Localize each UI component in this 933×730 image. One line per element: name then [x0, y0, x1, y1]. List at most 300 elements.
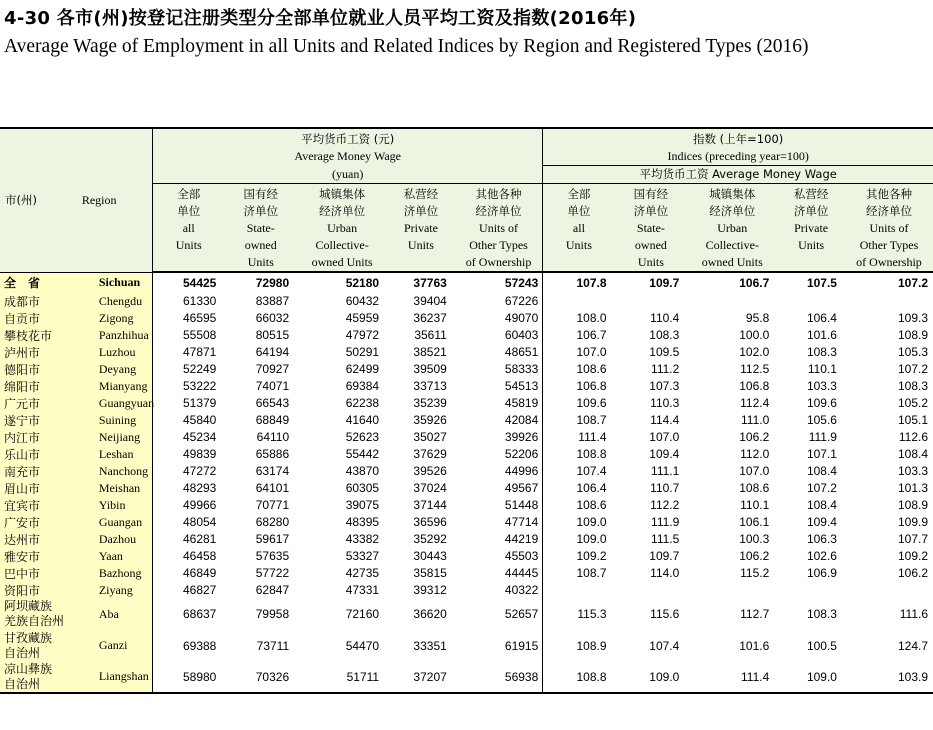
- table-row: [0, 361, 933, 378]
- index-cell: 109.4: [649, 447, 680, 461]
- wage-cell: 43382: [345, 532, 380, 546]
- index-cell: [845, 582, 933, 599]
- wage-cell: 60403: [504, 328, 539, 342]
- region-en-cell: Yibin: [77, 497, 153, 514]
- wage-cell: 37763: [387, 273, 455, 293]
- index-cell: 107.3: [649, 379, 680, 393]
- index-cell: 106.2: [739, 549, 770, 563]
- wage-cell: 35239: [413, 396, 447, 410]
- index-cell: [543, 582, 615, 599]
- index-cell: 106.7: [543, 327, 615, 344]
- index-cell: 111.5: [651, 532, 680, 546]
- wage-cell: 62238: [345, 396, 380, 410]
- col-header-en-line: Units: [247, 255, 274, 269]
- col-header-en-line: Other Types: [859, 238, 919, 252]
- col-header-cn-line: 城镇集体: [319, 187, 366, 201]
- table-title-chinese: 4-30 各市(州)按登记注册类型分全部单位就业人员平均工资及指数(2016年): [4, 8, 637, 29]
- wage-cell: 63174: [255, 464, 290, 478]
- region-cn-line: 自治州: [4, 676, 41, 691]
- index-cell: 112.6: [898, 430, 928, 444]
- index-cell: 110.1: [740, 498, 770, 512]
- index-cell: 115.6: [650, 607, 680, 622]
- index-cell: 107.1: [806, 447, 837, 461]
- wage-col-header-4: [455, 184, 543, 272]
- index-cell: 112.0: [740, 447, 770, 461]
- wage-cell: 39509: [413, 362, 447, 376]
- wage-cell: 44996: [504, 464, 539, 478]
- index-cell: 107.4: [543, 463, 615, 480]
- index-cell: 107.2: [845, 273, 933, 293]
- wage-cell: 51711: [297, 662, 387, 694]
- wage-cell: 49070: [504, 311, 539, 325]
- index-col-header-3: [777, 184, 845, 272]
- index-sub-header-text: 平均货币工资 Average Money Wage: [639, 167, 837, 181]
- index-cell: 112.2: [650, 498, 680, 512]
- index-cell: 102.6: [806, 549, 837, 563]
- index-cell: 106.4: [543, 480, 615, 497]
- index-cell: 111.1: [651, 464, 680, 478]
- region-cn-cell: [0, 599, 77, 631]
- col-header-en-line: all: [182, 221, 195, 235]
- col-header-en-line: owned Units: [701, 255, 763, 269]
- wage-cell: 45819: [504, 396, 539, 410]
- index-cell: 109.4: [806, 515, 837, 529]
- region-en-cell: Bazhong: [77, 565, 153, 582]
- wage-cell: 47714: [504, 515, 539, 529]
- wage-cell: 74071: [255, 379, 290, 393]
- index-cell: 106.2: [897, 566, 928, 580]
- index-cell: 108.7: [543, 412, 615, 429]
- region-cn-cell: 广元市: [0, 395, 77, 412]
- wage-cell: 51379: [153, 395, 225, 412]
- wage-cell: 72160: [345, 607, 380, 622]
- index-group-cn: 指数 (上年=100): [693, 132, 784, 146]
- col-header-en-line: Units of: [479, 221, 519, 235]
- col-header-cn-line: 济单位: [633, 204, 669, 218]
- index-cell: 112.4: [740, 396, 770, 410]
- index-col-header-0: [543, 184, 615, 272]
- index-cell: 111.6: [899, 607, 928, 622]
- wage-cell: 60305: [345, 481, 380, 495]
- index-cell: 100.3: [739, 532, 770, 546]
- region-cn-cell: 自贡市: [0, 310, 77, 327]
- wage-cell: 49966: [153, 497, 225, 514]
- table-row: [0, 630, 933, 662]
- index-cell: 100.5: [806, 638, 837, 653]
- index-cell: 109.6: [543, 395, 615, 412]
- col-header-cn-line: 国有经: [633, 187, 669, 201]
- wage-cell: 67226: [504, 294, 539, 308]
- region-en-cell: Mianyang: [77, 378, 153, 395]
- index-cell: 107.2: [897, 362, 928, 376]
- region-en-cell: Guangyuan: [77, 395, 153, 412]
- index-cell: 108.3: [649, 328, 680, 342]
- col-header-en-line: State-: [246, 221, 275, 235]
- table-row: [0, 412, 933, 429]
- table-row: [0, 378, 933, 395]
- region-en-cell: Liangshan: [77, 662, 153, 694]
- index-cell: 109.5: [649, 345, 680, 359]
- index-cell: 109.7: [615, 273, 688, 293]
- col-header-cn-line: 城镇集体: [709, 187, 756, 201]
- wage-cell: 47272: [153, 463, 225, 480]
- wage-cell: 79958: [255, 607, 290, 622]
- index-cell: 108.8: [543, 662, 615, 694]
- col-header-en-line: State-: [636, 221, 665, 235]
- col-header-en-line: Units of: [869, 221, 909, 235]
- wage-cell: 36237: [413, 311, 447, 325]
- wage-cell: 33713: [413, 379, 447, 393]
- wage-unit-header: (yuan): [153, 166, 543, 184]
- wage-cell: 52249: [153, 361, 225, 378]
- wage-cell: 45959: [345, 311, 380, 325]
- wage-cell: 66032: [255, 311, 290, 325]
- wage-cell: 83887: [255, 294, 290, 308]
- index-cell: 101.6: [739, 638, 770, 653]
- index-cell: 108.9: [897, 498, 928, 512]
- table-row: [0, 599, 933, 631]
- col-header-cn-line: 经济单位: [865, 204, 912, 218]
- wage-cell: 73711: [256, 638, 290, 653]
- wage-cell: 53222: [153, 378, 225, 395]
- region-cn-cell: 眉山市: [0, 480, 77, 497]
- wage-cell: 46595: [153, 310, 225, 327]
- wage-group-en: Average Money Wage: [294, 149, 401, 163]
- index-cell: 111.4: [543, 429, 615, 446]
- region-en-cell: Yaan: [77, 548, 153, 565]
- wage-cell: 69384: [345, 379, 380, 393]
- region-en-cell: Sichuan: [77, 273, 153, 293]
- wage-cell: 46458: [153, 548, 225, 565]
- region-cn-cell: 全 省: [0, 273, 77, 293]
- wage-cell: 57243: [455, 273, 543, 293]
- wage-cell: 36596: [413, 515, 447, 529]
- wage-cell: 80515: [255, 328, 290, 342]
- index-cell: 107.4: [649, 638, 680, 653]
- col-header-cn-line: 其他各种: [865, 187, 912, 201]
- wage-cell: 68849: [255, 413, 290, 427]
- index-cell: 107.0: [739, 464, 770, 478]
- index-cell: 106.1: [739, 515, 770, 529]
- col-header-en-line: Urban: [327, 221, 358, 235]
- wage-cell: 64194: [255, 345, 290, 359]
- col-header-cn-line: 全部: [177, 187, 201, 201]
- wage-cell: 43870: [345, 464, 380, 478]
- wage-cell: 54425: [153, 273, 225, 293]
- wage-cell: 45840: [153, 412, 225, 429]
- wage-cell: 39404: [413, 294, 447, 308]
- wage-cell: 61915: [504, 638, 539, 653]
- wage-cell: 55442: [345, 447, 380, 461]
- region-en-header: Region: [77, 128, 153, 273]
- region-cn-cell: 遂宁市: [0, 412, 77, 429]
- wage-table: [0, 127, 933, 694]
- region-cn-cell: 绵阳市: [0, 378, 77, 395]
- table-row: [0, 548, 933, 565]
- wage-cell: 46827: [153, 582, 225, 599]
- table-row: [0, 273, 933, 293]
- index-cell: 101.3: [897, 481, 928, 495]
- index-cell: 100.0: [739, 328, 770, 342]
- index-cell: [687, 293, 777, 310]
- index-cell: 103.9: [845, 662, 933, 694]
- wage-col-header-3: [387, 184, 455, 272]
- region-en-cell: Nanchong: [77, 463, 153, 480]
- index-cell: 110.1: [807, 362, 837, 376]
- wage-cell: 52657: [504, 607, 539, 622]
- table-row: [0, 429, 933, 446]
- index-cell: 108.8: [543, 446, 615, 463]
- index-cell: 115.3: [543, 599, 615, 631]
- col-header-en-line: owned: [634, 238, 667, 252]
- col-header-en-line: Units: [175, 238, 202, 252]
- region-en-cell: Luzhou: [77, 344, 153, 361]
- wage-cell: 39312: [413, 583, 447, 597]
- table-row: [0, 582, 933, 599]
- index-cell: 109.3: [897, 311, 928, 325]
- index-cell: 112.7: [740, 607, 770, 622]
- wage-cell: 57635: [255, 549, 290, 563]
- col-header-en-line: of Ownership: [856, 255, 922, 269]
- index-cell: 109.6: [806, 396, 837, 410]
- wage-cell: 54470: [345, 638, 380, 653]
- index-cell: [777, 293, 845, 310]
- col-header-en-line: all: [572, 221, 585, 235]
- wage-cell: 70927: [255, 362, 290, 376]
- col-header-en-line: Collective-: [705, 238, 759, 252]
- region-cn-cell: 巴中市: [0, 565, 77, 582]
- index-cell: 108.4: [897, 447, 928, 461]
- wage-cell: 56938: [455, 662, 543, 694]
- index-cell: [615, 293, 688, 310]
- wage-cell: 53327: [345, 549, 380, 563]
- wage-cell: 65886: [255, 447, 290, 461]
- index-cell: 108.9: [897, 328, 928, 342]
- wage-cell: 35027: [413, 430, 447, 444]
- region-en-cell: Suining: [77, 412, 153, 429]
- wage-cell: 39926: [504, 430, 539, 444]
- index-cell: 107.7: [897, 532, 928, 546]
- index-cell: 106.3: [806, 532, 837, 546]
- wage-cell: 59617: [255, 532, 290, 546]
- index-cell: 110.4: [650, 311, 680, 325]
- index-cell: 106.8: [543, 378, 615, 395]
- index-cell: 109.0: [543, 514, 615, 531]
- table-row: [0, 480, 933, 497]
- region-cn-line: 阿坝藏族: [4, 599, 53, 614]
- region-cn-cell: [0, 662, 77, 694]
- index-cell: 107.0: [543, 344, 615, 361]
- wage-cell: 46849: [153, 565, 225, 582]
- index-cell: 114.0: [650, 566, 680, 580]
- index-cell: 109.7: [649, 549, 680, 563]
- index-col-header-1: [615, 184, 688, 272]
- wage-cell: 58333: [504, 362, 539, 376]
- col-header-cn-line: 单位: [177, 204, 201, 218]
- region-cn-cell: 宜宾市: [0, 497, 77, 514]
- index-cell: 108.4: [806, 498, 837, 512]
- wage-cell: 52206: [504, 447, 539, 461]
- index-cell: 109.0: [543, 531, 615, 548]
- index-cell: 108.0: [543, 310, 615, 327]
- index-cell: 107.5: [777, 273, 845, 293]
- wage-cell: 55508: [153, 327, 225, 344]
- wage-cell: 36620: [413, 607, 447, 622]
- region-cn-cell: 内江市: [0, 429, 77, 446]
- region-cn-cell: 攀枝花市: [0, 327, 77, 344]
- region-cn-cell: 泸州市: [0, 344, 77, 361]
- wage-cell: 60432: [345, 294, 380, 308]
- table-row: [0, 327, 933, 344]
- col-header-cn-line: 单位: [567, 204, 591, 218]
- index-cell: 114.4: [650, 413, 680, 427]
- index-cell: [543, 293, 615, 310]
- table-row: [0, 662, 933, 694]
- wage-col-header-0: [153, 184, 225, 272]
- col-header-cn-line: 私营经: [403, 187, 439, 201]
- region-cn-line: 自治州: [4, 645, 41, 660]
- index-cell: 110.7: [650, 481, 680, 495]
- wage-cell: 37024: [413, 481, 447, 495]
- index-cell: 108.6: [739, 481, 770, 495]
- col-header-cn-line: 国有经: [243, 187, 278, 201]
- col-header-en-line: of Ownership: [465, 255, 532, 269]
- wage-cell: 30443: [413, 549, 447, 563]
- index-group-header: [543, 128, 933, 166]
- index-cell: 105.2: [897, 396, 928, 410]
- wage-cell: 70326: [224, 662, 297, 694]
- region-cn-line: 凉山彝族: [4, 661, 53, 676]
- index-cell: 108.3: [897, 379, 928, 393]
- table-row: [0, 531, 933, 548]
- col-header-cn-line: 经济单位: [709, 204, 756, 218]
- wage-cell: 42735: [345, 566, 380, 580]
- index-group-en: Indices (preceding year=100): [667, 149, 809, 163]
- region-en-cell: Panzhihua: [77, 327, 153, 344]
- index-cell: 111.9: [808, 430, 837, 444]
- col-header-cn-line: 经济单位: [475, 204, 522, 218]
- col-header-en-line: Other Types: [469, 238, 528, 252]
- col-header-cn-line: 其他各种: [475, 187, 522, 201]
- region-en-cell: Meishan: [77, 480, 153, 497]
- region-en-cell: Chengdu: [77, 293, 153, 310]
- table-row: [0, 565, 933, 582]
- col-header-cn-line: 私营经: [793, 187, 829, 201]
- region-en-cell: Aba: [77, 599, 153, 631]
- wage-cell: 54513: [504, 379, 539, 393]
- wage-cell: 62847: [255, 583, 290, 597]
- wage-cell: 42084: [504, 413, 539, 427]
- col-header-en-line: Urban: [717, 221, 748, 235]
- col-header-en-line: Units: [637, 255, 664, 269]
- table-row: [0, 344, 933, 361]
- wage-cell: 46281: [153, 531, 225, 548]
- index-cell: 106.2: [739, 430, 770, 444]
- wage-cell: 37207: [387, 662, 455, 694]
- col-header-en-line: Units: [407, 238, 434, 252]
- index-cell: 110.3: [650, 396, 680, 410]
- wage-cell: 52180: [297, 273, 387, 293]
- index-col-header-4: [845, 184, 933, 272]
- wage-cell: 70771: [255, 498, 290, 512]
- col-header-en-line: owned Units: [311, 255, 373, 269]
- index-cell: 102.0: [739, 345, 770, 359]
- table-row: [0, 497, 933, 514]
- wage-col-header-1: [224, 184, 297, 272]
- index-cell: 95.8: [745, 311, 770, 325]
- index-cell: [777, 582, 845, 599]
- region-cn-cell: [0, 630, 77, 662]
- region-en-cell: Neijiang: [77, 429, 153, 446]
- wage-cell: 49839: [153, 446, 225, 463]
- wage-cell: 58980: [153, 662, 225, 694]
- wage-cell: 39075: [345, 498, 380, 512]
- wage-cell: 48293: [153, 480, 225, 497]
- wage-cell: 72980: [224, 273, 297, 293]
- wage-cell: 52623: [345, 430, 380, 444]
- index-cell: 101.6: [806, 328, 837, 342]
- wage-cell: 44445: [504, 566, 539, 580]
- wage-cell: 64110: [256, 430, 290, 444]
- wage-cell: 48651: [504, 345, 539, 359]
- region-cn-line: 甘孜藏族: [4, 630, 53, 645]
- index-cell: 109.2: [543, 548, 615, 565]
- index-cell: 111.2: [651, 362, 680, 376]
- col-header-en-line: Private: [794, 221, 829, 235]
- index-col-header-2: [687, 184, 777, 272]
- col-header-cn-line: 济单位: [403, 204, 439, 218]
- wage-group-header: [153, 128, 543, 166]
- region-en-cell: Leshan: [77, 446, 153, 463]
- index-cell: 111.4: [687, 662, 777, 694]
- region-cn-cell: 乐山市: [0, 446, 77, 463]
- region-en-cell: Ganzi: [77, 630, 153, 662]
- wage-cell: 35926: [413, 413, 447, 427]
- wage-cell: 40322: [504, 583, 539, 597]
- index-cell: 107.8: [543, 273, 615, 293]
- wage-cell: 44219: [504, 532, 539, 546]
- region-en-cell: Dazhou: [77, 531, 153, 548]
- region-cn-cell: 成都市: [0, 293, 77, 310]
- table-row: [0, 310, 933, 327]
- region-cn-header: 市(州): [0, 128, 77, 273]
- table-row: [0, 463, 933, 480]
- table-row: [0, 293, 933, 310]
- index-cell: 107.0: [649, 430, 680, 444]
- index-cell: 108.4: [806, 464, 837, 478]
- index-cell: 108.3: [806, 607, 837, 622]
- wage-cell: 38521: [413, 345, 447, 359]
- wage-cell: 41640: [345, 413, 380, 427]
- col-header-en-line: Units: [565, 238, 592, 252]
- index-cell: 106.7: [687, 273, 777, 293]
- col-header-cn-line: 济单位: [243, 204, 278, 218]
- index-sub-header: [543, 166, 933, 184]
- wage-group-cn: 平均货币工资 (元): [301, 132, 395, 146]
- index-cell: 109.0: [615, 662, 688, 694]
- index-cell: 108.6: [543, 497, 615, 514]
- region-en-cell: Ziyang: [77, 582, 153, 599]
- wage-cell: 33351: [413, 638, 447, 653]
- wage-cell: 68637: [153, 599, 225, 631]
- index-cell: 109.9: [897, 515, 928, 529]
- col-header-en-line: Collective-: [315, 238, 369, 252]
- col-header-cn-line: 经济单位: [319, 204, 366, 218]
- wage-cell: 69388: [153, 630, 225, 662]
- index-cell: 108.3: [806, 345, 837, 359]
- region-en-cell: Deyang: [77, 361, 153, 378]
- index-cell: 106.8: [739, 379, 770, 393]
